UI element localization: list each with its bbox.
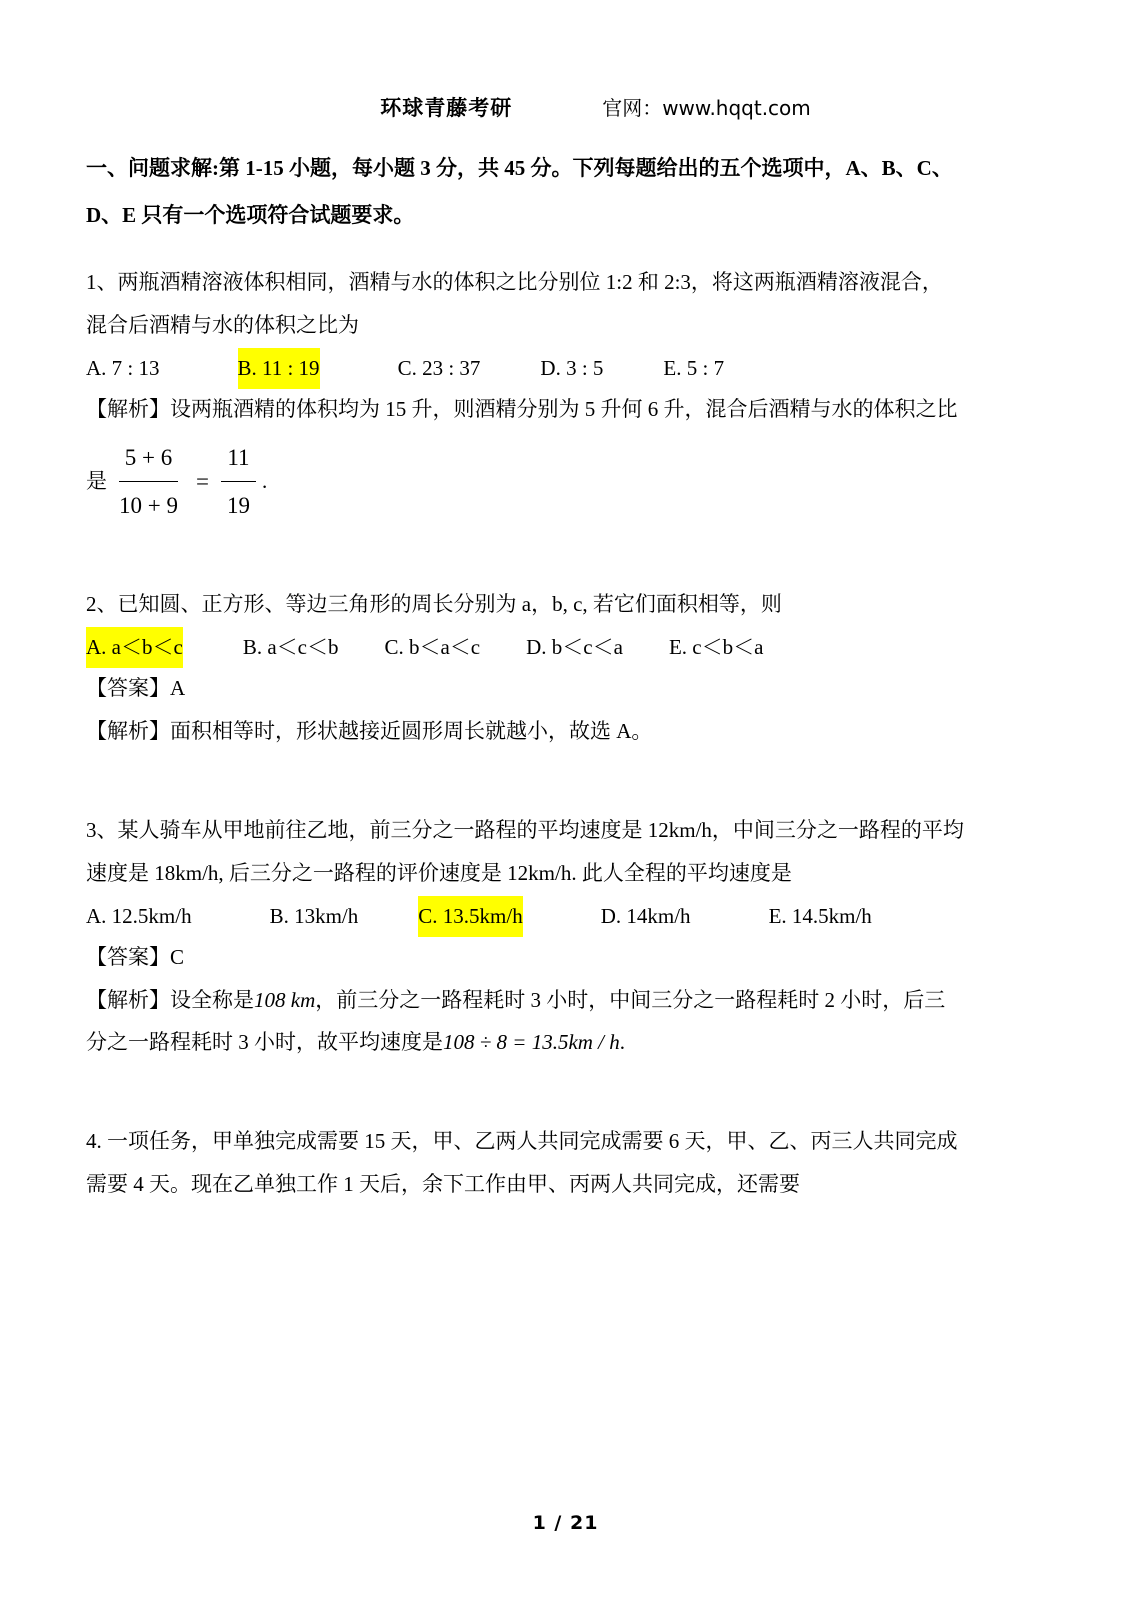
question-1: [86, 262, 1045, 528]
question-4-stem-line2: 需要 4 天。现在乙单独工作 1 天后，余下工作由甲、丙两人共同完成，还需要: [86, 1172, 800, 1197]
question-3-analysis-line2-math: 108 ÷ 8 = 13.5km / h: [443, 1030, 620, 1055]
question-3-stem-line1: 3、某人骑车从甲地前往乙地，前三分之一路程的平均速度是 12km/h，中间三分之一路程的平均: [86, 817, 964, 842]
question-3-analysis-line1-part-b: ，前三分之一路程耗时 3 小时，中间三分之一路程耗时 2 小时，后三: [315, 987, 946, 1012]
question-4-stem-line1: 4. 一项任务，甲单独完成需要 15 天，甲、乙两人共同完成需要 6 天，甲、乙、丙三人共同完成: [86, 1129, 958, 1154]
question-1-option-e[interactable]: E. 5 : 7: [663, 355, 725, 380]
question-2-stem-line1: 2、已知圆、正方形、等边三角形的周长分别为 a，b, c, 若它们面积相等，则: [86, 592, 782, 616]
question-2-option-d[interactable]: D. b＜c＜a: [526, 634, 623, 659]
section-heading-line1: 一、问题求解:第 1-15 小题，每小题 3 分，共 45 分。下列每题给出的五个选项中，A、B、C、: [86, 156, 953, 180]
question-3-option-d[interactable]: D. 14km/h: [600, 903, 691, 928]
question-3-analysis-line1-part-a: 【解析】设全称是: [86, 987, 254, 1012]
section-heading-line2: D、E 只有一个选项符合试题要求。: [86, 202, 415, 227]
question-3-option-c[interactable]: C. 13.5km/h: [418, 896, 522, 937]
question-1-option-b[interactable]: B. 11 : 19: [238, 348, 320, 389]
page-header: [86, 92, 1045, 122]
question-3-stem-line2: 速度是 18km/h, 后三分之一路程的评价速度是 12km/h. 此人全程的平均速度是: [86, 860, 792, 885]
fraction-left-denominator: 10 + 9: [119, 493, 178, 519]
question-1-option-c[interactable]: C. 23 : 37: [397, 355, 481, 380]
question-1-options: [86, 348, 1045, 389]
page-number: 1 / 21: [532, 1512, 599, 1534]
question-3: [86, 810, 1045, 1064]
question-2-option-a[interactable]: A. a＜b＜c: [86, 627, 183, 668]
question-3-analysis-line2-part-a: 分之一路程耗时 3 小时，故平均速度是: [86, 1030, 443, 1055]
question-2-answer: 【答案】A: [86, 675, 186, 700]
question-3-answer: 【答案】C: [86, 944, 185, 969]
question-1-math-prefix: 是: [86, 468, 107, 493]
question-1-analysis-line1: 【解析】设两瓶酒精的体积均为 15 升，则酒精分别为 5 升何 6 升，混合后酒精与水的体积之比: [86, 396, 958, 421]
question-1-option-a[interactable]: A. 7 : 13: [86, 355, 160, 380]
question-1-option-d[interactable]: D. 3 : 5: [540, 355, 604, 380]
question-3-analysis-line1-math: 108 km: [254, 987, 316, 1012]
brand-title: 环球青藤考研: [380, 96, 513, 120]
math-period: .: [261, 468, 268, 493]
question-4: [86, 1121, 1045, 1205]
question-3-option-e[interactable]: E. 14.5km/h: [768, 903, 872, 928]
fraction-right-numerator: 11: [221, 436, 255, 483]
question-2: [86, 584, 1045, 752]
fraction-right-denominator: 19: [226, 493, 250, 519]
question-3-analysis-line1: [86, 980, 1045, 1021]
fraction-left: [113, 436, 184, 528]
question-2-option-c[interactable]: C. b＜a＜c: [384, 634, 481, 659]
question-2-options: [86, 627, 1045, 668]
question-1-math-expression: [86, 436, 1045, 528]
question-1-stem-line2: 混合后酒精与水的体积之比为: [86, 312, 359, 337]
equals-sign: =: [195, 468, 209, 494]
question-3-option-b[interactable]: B. 13km/h: [269, 903, 359, 928]
question-3-analysis-line2-part-b: .: [619, 1030, 626, 1055]
question-2-option-e[interactable]: E. c＜b＜a: [668, 634, 764, 659]
question-2-option-b[interactable]: B. a＜c＜b: [242, 634, 339, 659]
question-3-analysis-line2: [86, 1022, 1045, 1063]
fraction-left-numerator: 5 + 6: [119, 436, 178, 483]
official-site-text: 官网：www.hqqt.com: [602, 96, 811, 120]
fraction-right: [221, 436, 256, 528]
question-2-analysis: 【解析】面积相等时，形状越接近圆形周长就越小，故选 A。: [86, 718, 653, 743]
question-3-options: [86, 896, 1045, 937]
question-3-option-a[interactable]: A. 12.5km/h: [86, 903, 192, 928]
question-1-stem-line1: 1、两瓶酒精溶液体积相同，酒精与水的体积之比分别位 1:2 和 2:3，将这两瓶酒精溶液混合，: [86, 269, 943, 294]
